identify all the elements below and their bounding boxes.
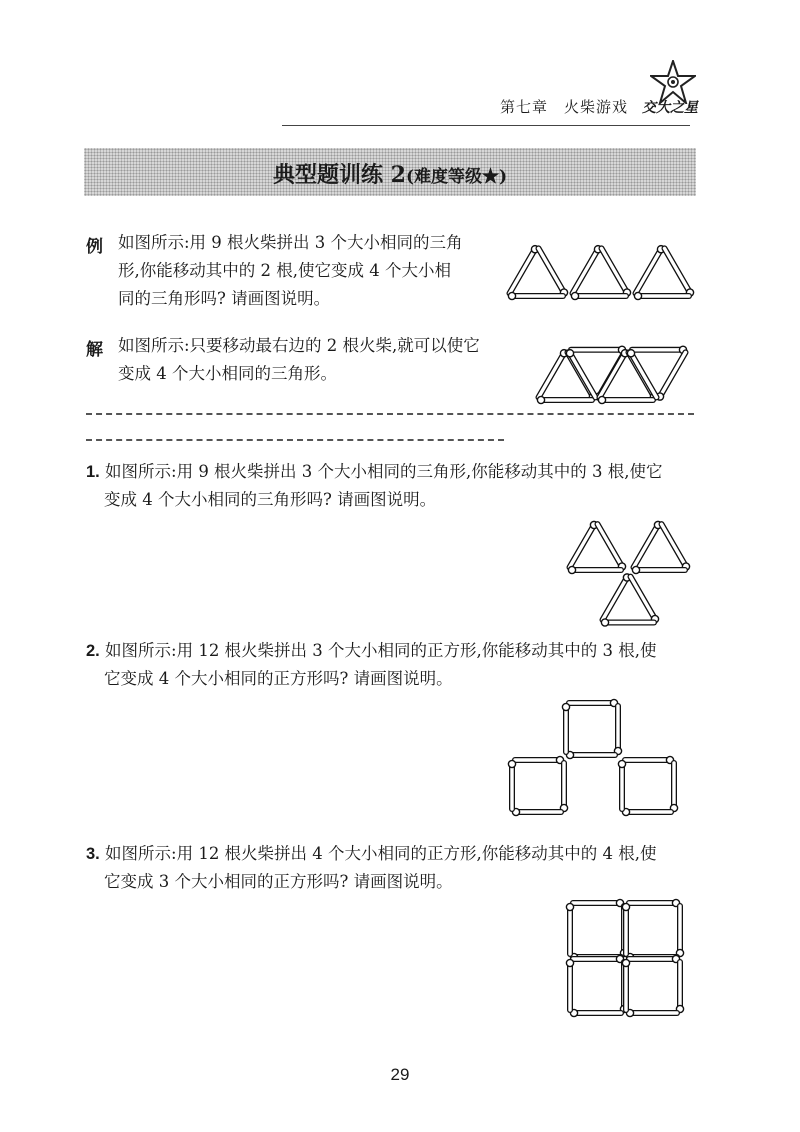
- problem-line: 1. 如图所示:用 9 根火柴拼出 3 个大小相同的三角形,你能移动其中的 3 根,使它: [86, 462, 663, 481]
- problem-line: 3. 如图所示:用 12 根火柴拼出 4 个大小相同的正方形,你能移动其中的 4 根,使: [86, 844, 657, 863]
- running-head: 第七章 火柴游戏: [500, 98, 629, 116]
- solution-line: 如图所示:只要移动最右边的 2 根火柴,就可以使它: [118, 336, 480, 355]
- matchstick: [629, 899, 680, 906]
- page-number: 29: [390, 1065, 410, 1084]
- example-line: 同的三角形吗? 请画图说明。: [118, 289, 331, 308]
- matchstick: [676, 962, 683, 1013]
- solution-line: 变成 4 个大小相同的三角形。: [118, 364, 337, 383]
- problem-line: 变成 4 个大小相同的三角形吗? 请画图说明。: [104, 490, 437, 509]
- problem-line: 它变成 3 个大小相同的正方形吗? 请画图说明。: [104, 872, 453, 891]
- solution-tag: 解: [86, 340, 103, 360]
- example-tag: 例: [86, 237, 103, 257]
- matchstick: [573, 899, 624, 906]
- matchstick: [629, 955, 680, 962]
- matchstick: [566, 903, 573, 954]
- problem-line: 它变成 4 个大小相同的正方形吗? 请画图说明。: [104, 669, 453, 688]
- section-title-difficulty: (难度等级★): [405, 167, 508, 187]
- matchstick: [570, 1009, 621, 1016]
- matchstick: [566, 959, 573, 1010]
- matchstick: [573, 955, 624, 962]
- example-line: 如图所示:用 9 根火柴拼出 3 个大小相同的三角: [118, 233, 463, 252]
- matchstick: [622, 903, 629, 954]
- example-line: 形,你能移动其中的 2 根,使它变成 4 个大小相: [118, 261, 451, 280]
- matchstick: [622, 959, 629, 1010]
- matchstick: [626, 1009, 677, 1016]
- matchstick: [676, 906, 683, 957]
- section-title-main: 典型题训练 2: [272, 162, 406, 188]
- problem-number: 2.: [86, 642, 100, 660]
- problem-number: 3.: [86, 845, 100, 863]
- brand-logo-text: 交大之星: [642, 100, 698, 116]
- problem-number: 1.: [86, 463, 100, 481]
- problem-line: 2. 如图所示:用 12 根火柴拼出 3 个大小相同的正方形,你能移动其中的 3 根,使: [86, 641, 657, 660]
